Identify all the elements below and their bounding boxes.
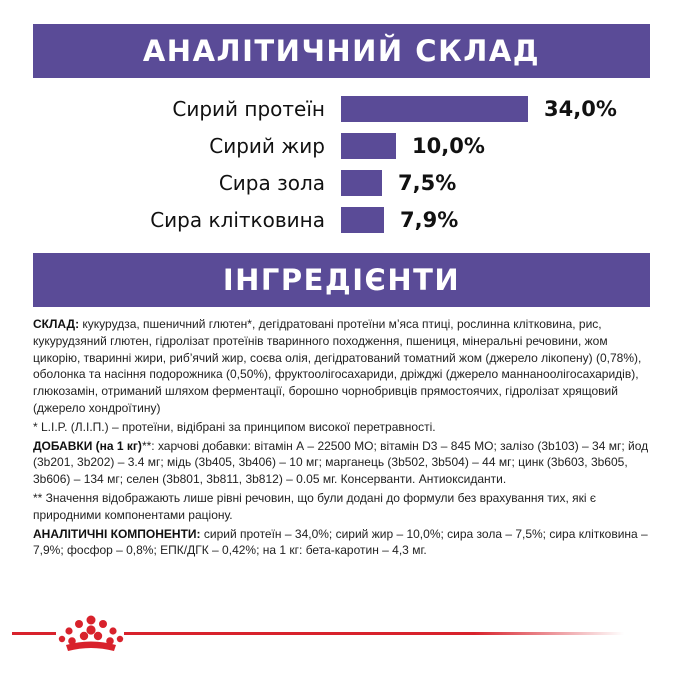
analysis-row-label: Сира зола xyxy=(218,171,325,195)
lip-footnote: * L.I.P. (Л.І.П.) – протеїни, відібрані за принципом високої перетравності. xyxy=(33,419,436,434)
analysis-row-bar xyxy=(341,170,382,196)
analysis-row-bar xyxy=(341,207,384,233)
values-footnote: ** Значення відображають лише рівні речовин, що були додані до формули без врахування тих, які є природними компонентами раціону. xyxy=(33,490,597,522)
analytical-components-paragraph xyxy=(33,526,655,560)
ingredients-heading-banner xyxy=(33,253,650,307)
analysis-row-value: 34,0% xyxy=(544,97,617,121)
composition-label: СКЛАД: xyxy=(33,317,80,331)
additives-paragraph xyxy=(33,438,655,488)
analysis-row xyxy=(0,207,682,233)
analytical-components-label: АНАЛІТИЧНІ КОМПОНЕНТИ: xyxy=(33,526,201,541)
analysis-row xyxy=(0,170,682,196)
additives-text: **: харчові добавки: вітамін А – 22500 МО; вітамін D3 – 845 МО; залізо (3b103) – 34 мг; йод (3b201, 3b202) – 3.4 мг; мідь (3b405, 3b406) – 10 мг; марганець (3b502, 3b504) – 44 мг; цинк (3b603, 3b605, 3b606) – 134 мг; селен (3b801, 3b811, 3b812) – 0.05 мг. Консерванти. Антиоксиданти. xyxy=(33,438,649,487)
crown-logo-icon xyxy=(57,614,125,654)
analysis-row xyxy=(0,96,682,122)
analysis-row-label: Сирий жир xyxy=(209,134,325,158)
analysis-row-bar xyxy=(341,133,396,159)
additives-label: ДОБАВКИ (на 1 кг) xyxy=(33,438,142,453)
analysis-row-label: Сирий протеїн xyxy=(172,97,325,121)
analysis-row-value: 10,0% xyxy=(412,134,485,158)
composition-text: кукурудза, пшеничний глютен*, дегідратовані протеїни м’яса птиці, рослинна клітковина, рис, кукурудзяний глютен, гідролізат протеїнів тваринного походження, пшениця, мінеральні речовини, жом цикорію, тваринні жири, риб’ячий жир, соєва олія, дегідратований томатний жом (джерело лікопену) (0,78%), оболонка та насіння подорожника (0,50%), фруктоолігосахариди, дріжджі (джерело маннаноолігосахаридів), глюкозамін, отриманий шляхом ферментації, борошно чорнобривців прямостоячих, гідролізат хрящовий (джерело хондроїтину) xyxy=(33,317,642,415)
ingredients-text-block xyxy=(33,316,655,561)
analysis-row-bar xyxy=(341,96,528,122)
analysis-row xyxy=(0,133,682,159)
analysis-heading: АНАЛІТИЧНИЙ СКЛАД xyxy=(142,34,541,68)
ingredients-heading: ІНГРЕДІЄНТИ xyxy=(222,263,461,297)
footer-line-right xyxy=(124,632,624,635)
analysis-row-label: Сира клітковина xyxy=(150,208,325,232)
analysis-row-value: 7,5% xyxy=(398,171,457,195)
analysis-heading-banner xyxy=(33,24,650,78)
composition-paragraph xyxy=(33,316,655,417)
analytical-components-text: сирий протеїн – 34,0%; сирий жир – 10,0%; сира зола – 7,5%; сира клітковина – 7,9%; фосфор – 0,8%; ЕПК/ДГК – 0,42%; на 1 кг: бета-каротин – 4,3 мг. xyxy=(33,526,648,558)
analysis-row-value: 7,9% xyxy=(400,208,459,232)
footer-line-left xyxy=(12,632,56,635)
